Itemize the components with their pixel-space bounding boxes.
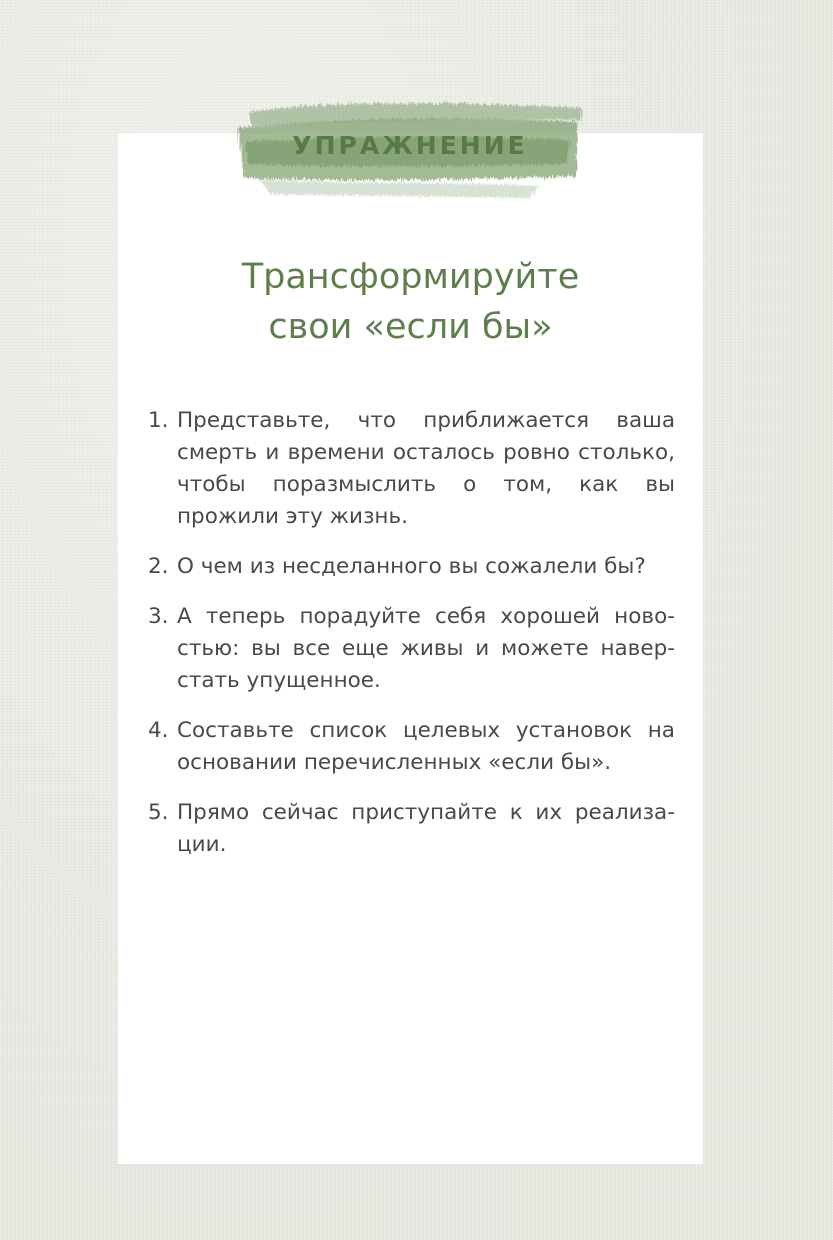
page-title xyxy=(118,252,703,352)
step-number: 2. xyxy=(148,554,169,579)
list-item xyxy=(148,715,675,779)
step-text: А теперь порадуйте себя хорошей новостью: вы все еще живы и можете наверстать упущенное. xyxy=(177,604,675,693)
steps-list xyxy=(148,405,675,879)
step-text: О чем из несделанного вы сожалели бы? xyxy=(177,554,646,579)
step-text: Представьте, что приближается ваша смерть и времени осталось ровно столько, чтобы поразмыслить о том, как вы прожили эту жизнь. xyxy=(177,408,675,529)
step-number: 5. xyxy=(148,800,169,825)
list-item xyxy=(148,601,675,697)
list-item xyxy=(148,405,675,533)
step-text: Прямо сейчас приступайте к их реализации. xyxy=(177,800,675,857)
step-text: Составьте список целевых установок на основании перечисленных «если бы». xyxy=(177,718,675,775)
exercise-label: УПРАЖНЕНИЕ xyxy=(292,131,528,160)
list-item xyxy=(148,797,675,861)
list-item xyxy=(148,551,675,583)
step-number: 1. xyxy=(148,408,169,433)
step-number: 4. xyxy=(148,718,169,743)
title-line-2: свои «если бы» xyxy=(268,307,553,347)
title-line-1: Трансформируйте xyxy=(241,257,580,297)
step-number: 3. xyxy=(148,604,169,629)
